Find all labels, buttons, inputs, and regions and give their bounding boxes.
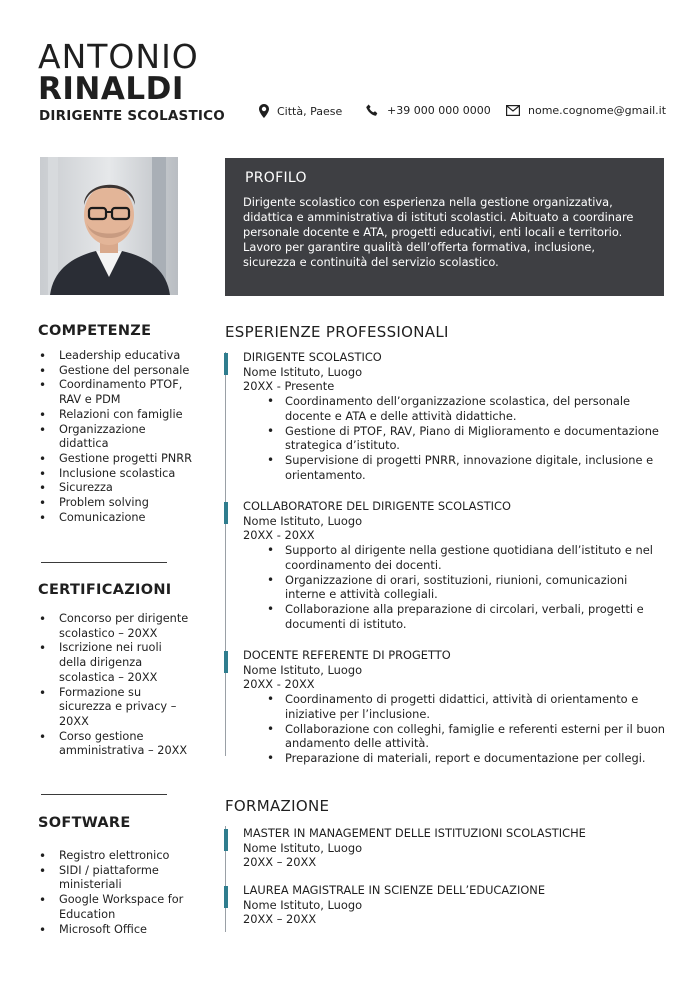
list-item: • Corso gestione amministrativa – 20XX [38,730,208,759]
list-item: • Gestione progetti PNRR [38,452,208,467]
list-item: • Organizzazione didattica [38,423,178,452]
entry-dates: 20XX – 20XX [243,912,317,927]
first-name: ANTONIO [38,37,199,76]
certifications-list [38,612,208,759]
skills-list [38,349,208,525]
list-item: • Microsoft Office [38,923,208,938]
entry-title: DIRIGENTE SCOLASTICO [243,350,382,364]
divider [41,562,167,563]
profile-text: Dirigente scolastico con esperienza nella gestione organizzativa, didattica e amministrativa di istituti scolastici. Abituato a coordinare personale docente e ATA, progetti educativi, enti locali e territorio. Lavoro per garantire qualità dell’offerta formativa, inclusione, sicurezza e continuità del servizio scolastico. [243,195,634,269]
map-pin-icon [259,104,269,118]
accent-bar [224,886,228,908]
job-title: DIRIGENTE SCOLASTICO [39,108,225,124]
list-item: • Collaborazione con colleghi, famiglie e referenti esterni per il buon andamento delle attività. [264,722,668,751]
list-item: • Supervisione di progetti PNRR, innovazione digitale, inclusione e orientamento. [264,453,668,482]
accent-bar [224,353,228,375]
accent-bar [224,502,228,524]
education-entry [243,826,668,870]
entry-place: Nome Istituto, Luogo [243,897,363,912]
entry-place: Nome Istituto, Luogo [243,840,363,855]
experience-timeline [225,352,226,756]
accent-bar [224,829,228,851]
entry-title: MASTER IN MANAGEMENT DELLE ISTITUZIONI SCOLASTICHE [243,826,586,840]
phone-icon [366,104,379,117]
list-item: • Gestione di PTOF, RAV, Piano di Miglioramento e documentazione strategica d’istituto. [264,424,668,453]
software-heading: SOFTWARE [38,815,131,831]
education-entry [243,883,668,927]
experience-entry [243,350,668,482]
last-name: RINALDI [38,71,184,107]
entry-title: LAUREA MAGISTRALE IN SCIENZE DELL’EDUCAZIONE [243,883,546,897]
profile-section [225,158,664,296]
entry-place: Nome Istituto, Luogo [243,513,363,528]
entry-title: DOCENTE REFERENTE DI PROGETTO [243,648,451,662]
envelope-icon [506,105,520,116]
entry-dates: 20XX - 20XX [243,677,315,692]
list-item: • Organizzazione di orari, sostituzioni, riunioni, comunicazioni interne e attività collegiali. [264,573,668,602]
software-list [38,849,208,937]
location-text: Città, Paese [277,104,343,118]
entry-dates: 20XX – 20XX [243,855,317,870]
list-item: • Problem solving [38,496,208,511]
entry-place: Nome Istituto, Luogo [243,364,363,379]
entry-dates: 20XX - 20XX [243,528,315,543]
list-item: • Supporto al dirigente nella gestione quotidiana dell’istituto e nel coordinamento dei docenti. [264,543,668,572]
skills-heading: COMPETENZE [38,323,152,339]
list-item: • Formazione su sicurezza e privacy – 20XX [38,686,193,730]
list-item: • Gestione del personale [38,364,208,379]
list-item: • Leadership educativa [38,349,208,364]
profile-photo [40,157,178,295]
list-item: • SIDI / piattaforme ministeriali [38,864,188,893]
experience-entry [243,499,668,631]
divider [41,794,167,795]
list-item: • Iscrizione nei ruoli della dirigenza scolastica – 20XX [38,641,188,685]
certifications-heading: CERTIFICAZIONI [38,582,172,598]
list-item: • Comunicazione [38,511,208,526]
profile-heading: PROFILO [245,170,307,186]
list-item: • Coordinamento di progetti didattici, attività di orientamento e iniziative per l’inclusione. [264,692,668,721]
entry-title: COLLABORATORE DEL DIRIGENTE SCOLASTICO [243,499,511,513]
entry-bullets [264,692,668,766]
list-item: • Inclusione scolastica [38,467,208,482]
list-item: • Preparazione di materiali, report e documentazione per collegi. [264,751,668,766]
entry-bullets [264,543,668,631]
list-item: • Sicurezza [38,481,208,496]
contact-location [259,104,342,118]
list-item: • Coordinamento dell’organizzazione scolastica, del personale docente e ATA e delle attività didattiche. [264,394,668,423]
entry-dates: 20XX - Presente [243,379,335,394]
list-item: • Relazioni con famiglie [38,408,208,423]
list-item: • Coordinamento PTOF, RAV e PDM [38,378,188,407]
list-item: • Concorso per dirigente scolastico – 20XX [38,612,203,641]
entry-bullets [264,394,668,482]
phone-text: +39 000 000 0000 [387,104,491,117]
list-item: • Google Workspace for Education [38,893,213,922]
contact-phone [366,104,491,117]
contact-email [506,104,666,117]
experience-entry [243,648,668,766]
accent-bar [224,651,228,673]
list-item: • Collaborazione alla preparazione di circolari, verbali, progetti e documenti di istituto. [264,602,668,631]
email-text: nome.cognome@gmail.it [528,104,667,117]
entry-place: Nome Istituto, Luogo [243,662,363,677]
list-item: • Registro elettronico [38,849,208,864]
education-heading: FORMAZIONE [225,797,330,815]
experience-heading: ESPERIENZE PROFESSIONALI [225,323,449,341]
